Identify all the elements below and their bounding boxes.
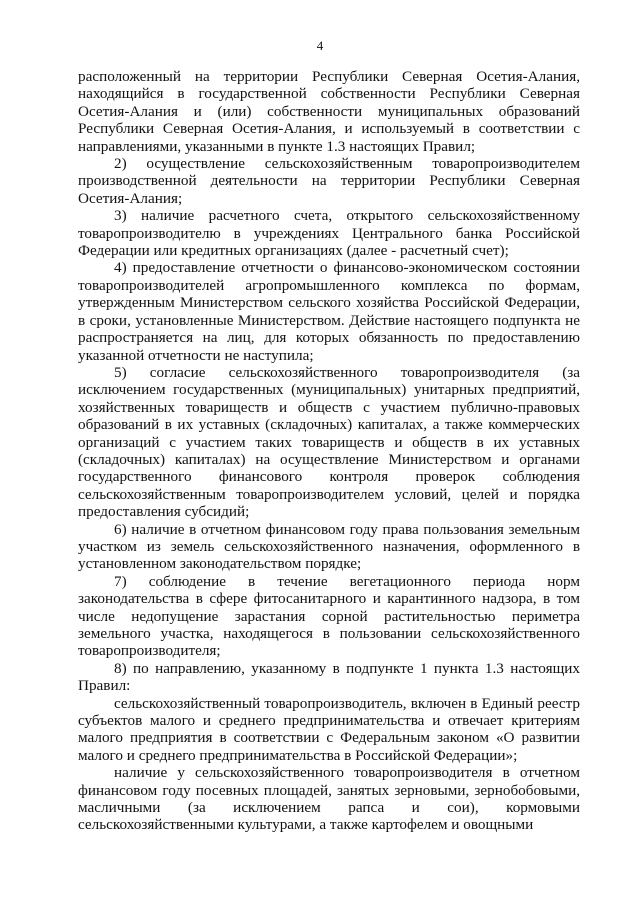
paragraph-item-5: 5) согласие сельскохозяйственного товаропроизводителя (за исключением государственных (муниципальных) унитарных предприятий, хозяйственных товариществ и обществ с участием публично-правовых образований в их уставных (складочных) капиталах, а также коммерческих организаций с участием таких товариществ и обществ в их уставных (складочных) капиталах) на осуществление Министерством и органами государственного финансового контроля проверок соблюдения сельскохозяйственным товаропроизводителем условий, целей и порядка предоставления субсидий; xyxy=(78,363,580,521)
document-body xyxy=(78,68,580,834)
page-number: 4 xyxy=(316,38,324,53)
paragraph-item-8: 8) по направлению, указанному в подпункте 1 пункта 1.3 настоящих Правил: xyxy=(78,659,580,695)
paragraph-item-4: 4) предоставление отчетности о финансово-экономическом состоянии товаропроизводителей агропромышленного комплекса по формам, утвержденным Министерством сельского хозяйства Российской Федерации, в сроки, установленные Министерством. Действие настоящего подпункта не распространяется на лиц, для которых обязанность по предоставлению указанной отчетности не наступила; xyxy=(78,259,580,364)
paragraph-item-2: 2) осуществление сельскохозяйственным товаропроизводителем производственной деятельности на территории Республики Северная Осетия-Алания; xyxy=(78,155,580,207)
paragraph-item-3: 3) наличие расчетного счета, открытого сельскохозяйственному товаропроизводителю в учреждениях Центрального банка Российской Федерации или кредитных организациях (далее - расчетный счет); xyxy=(78,207,580,260)
paragraph-item-7: 7) соблюдение в течение вегетационного периода норм законодательства в сфере фитосанитарного и карантинного надзора, в том числе недопущение зарастания сорной растительностью периметра земельного участка, находящегося в пользовании сельскохозяйственного товаропроизводителя; xyxy=(78,572,580,660)
paragraph-subitem-sme-registry: сельскохозяйственный товаропроизводитель, включен в Единый реестр субъектов малого и среднего предпринимательства и отвечает критериям малого предприятия в соответствии с Федеральным законом «О развитии малого и среднего предпринимательства в Российской Федерации»; xyxy=(78,694,580,764)
paragraph-continuation: расположенный на территории Республики Северная Осетия-Алания, находящийся в государственной собственности Республики Северная Осетия-Алания и (или) собственности муниципальных образований Республики Северная Осетия-Алания, и используемый в соответствии с направлениями, указанными в пункте 1.3 настоящих Правил; xyxy=(78,68,580,155)
paragraph-item-6: 6) наличие в отчетном финансовом году права пользования земельным участком из земель сельскохозяйственного назначения, оформленного в установленном законодательством порядке; xyxy=(78,520,580,573)
paragraph-subitem-sown-areas: наличие у сельскохозяйственного товаропроизводителя в отчетном финансовом году посевных площадей, занятых зерновыми, зернобобовыми, масличными (за исключением рапса и сои), кормовыми сельскохозяйственными культурами, а также картофелем и овощными xyxy=(78,764,580,834)
